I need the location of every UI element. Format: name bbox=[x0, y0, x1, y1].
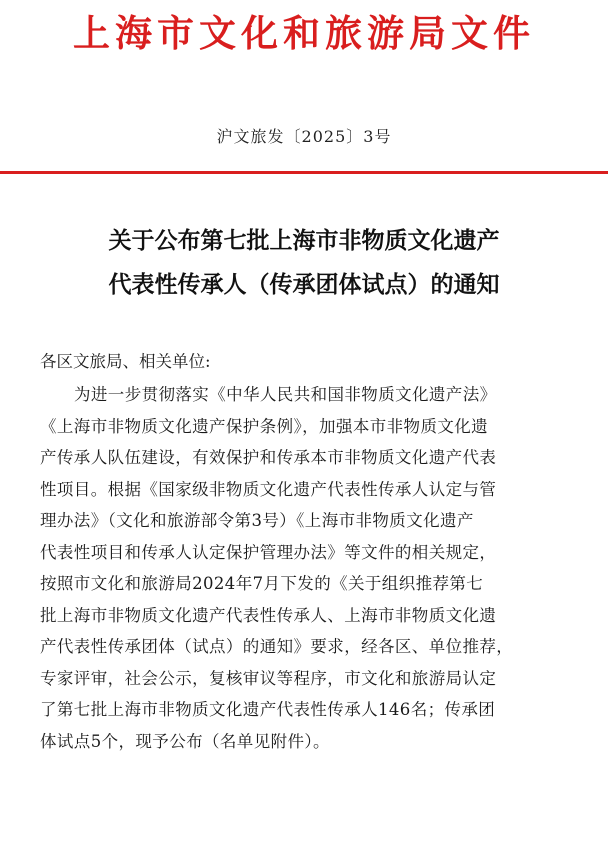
body-line: 产传承人队伍建设，有效保护和传承本市非物质文化遗产代表 bbox=[40, 448, 497, 467]
body-line: 理办法》（文化和旅游部令第3号）《上海市非物质文化遗产 bbox=[40, 511, 474, 530]
notice-title-line-1: 关于公布第七批上海市非物质文化遗产 bbox=[108, 228, 500, 254]
salutation: 各区文旅局、相关单位: bbox=[40, 352, 211, 371]
notice-body bbox=[40, 379, 580, 757]
body-line: 按照市文化和旅游局2024年7月下发的《关于组织推荐第七 bbox=[40, 574, 484, 593]
body-line: 专家评审，社会公示，复核审议等程序，市文化和旅游局认定 bbox=[40, 668, 497, 688]
body-line: 代表性项目和传承人认定保护管理办法》等文件的相关规定， bbox=[40, 542, 497, 562]
body-line: 为进一步贯彻落实《中华人民共和国非物质文化遗产法》 bbox=[74, 385, 497, 404]
agency-masthead: 上海市文化和旅游局文件 bbox=[73, 12, 535, 55]
body-line: 《上海市非物质文化遗产保护条例》，加强本市非物质文化遗 bbox=[40, 416, 489, 436]
notice-title-line-2: 代表性传承人（传承团体试点）的通知 bbox=[108, 272, 500, 298]
body-line: 体试点5个，现予公布（名单见附件）。 bbox=[40, 731, 330, 751]
body-line: 批上海市非物质文化遗产代表性传承人、上海市非物质文化遗 bbox=[40, 605, 497, 625]
body-line: 了第七批上海市非物质文化遗产代表性传承人146名；传承团 bbox=[40, 700, 496, 719]
body-line: 性项目。根据《国家级非物质文化遗产代表性传承人认定与管 bbox=[40, 479, 497, 499]
body-line: 产代表性传承团体（试点）的通知》要求，经各区、单位推荐， bbox=[40, 637, 514, 656]
document-number: 沪文旅发〔2025〕3号 bbox=[216, 127, 392, 146]
red-divider-rule bbox=[0, 171, 608, 174]
notice-title bbox=[0, 219, 608, 307]
